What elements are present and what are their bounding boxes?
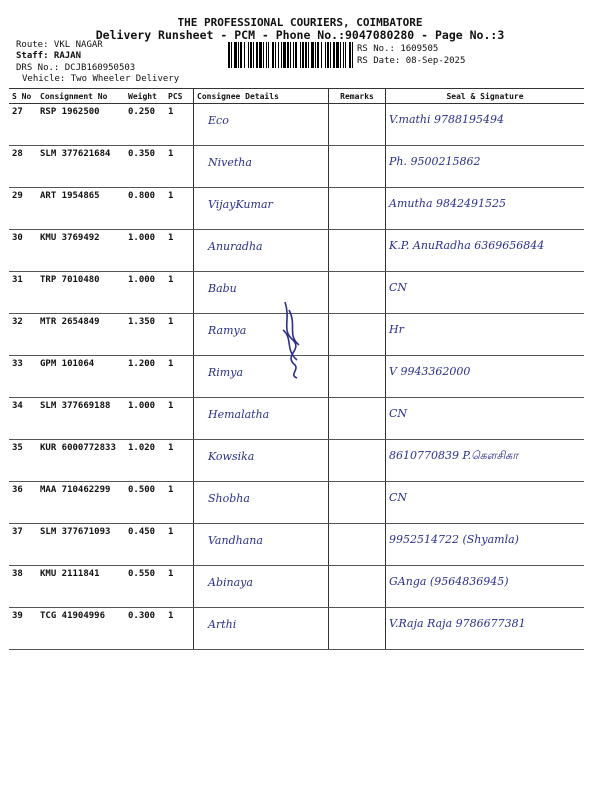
row-consignee: [194, 188, 329, 230]
row-weight: 1.000: [125, 272, 165, 314]
row-weight: 0.250: [125, 104, 165, 146]
row-pcs: 1: [165, 482, 194, 524]
row-sno: 28: [9, 146, 37, 188]
rs-date: RS Date: 08-Sep-2025: [357, 56, 466, 66]
row-consignment-no: SLM 377621684: [37, 146, 125, 188]
handwritten-name: Arthi: [208, 618, 237, 631]
row-remarks: [329, 524, 386, 566]
row-consignment-no: GPM 101064: [37, 356, 125, 398]
row-pcs: 1: [165, 188, 194, 230]
row-sno: 34: [9, 398, 37, 440]
row-weight: 0.300: [125, 608, 165, 650]
col-consignee: Consignee Details: [194, 89, 329, 104]
table-row: [9, 146, 584, 188]
handwritten-signature: V 9943362000: [389, 365, 471, 378]
barcode-bar: [253, 42, 254, 68]
handwritten-signature: 9952514722 (Shyamla): [389, 533, 519, 546]
row-signature: [386, 608, 585, 650]
row-pcs: 1: [165, 314, 194, 356]
handwritten-name: Kowsika: [208, 450, 255, 463]
table-row: [9, 230, 584, 272]
barcode-bar: [272, 42, 274, 68]
row-weight: 0.550: [125, 566, 165, 608]
table-row: [9, 608, 584, 650]
row-pcs: 1: [165, 272, 194, 314]
row-consignment-no: TRP 7010480: [37, 272, 125, 314]
row-sno: 27: [9, 104, 37, 146]
handwritten-signature: Amutha 9842491525: [389, 197, 507, 210]
row-sno: 30: [9, 230, 37, 272]
row-sno: 32: [9, 314, 37, 356]
barcode-bar: [317, 42, 319, 68]
handwritten-name: Eco: [208, 114, 229, 127]
table-header-row: [9, 89, 584, 104]
barcode-image: [228, 42, 354, 68]
barcode-bar: [234, 42, 237, 68]
row-pcs: 1: [165, 104, 194, 146]
barcode-bar: [283, 42, 286, 68]
barcode-bar: [266, 42, 267, 68]
row-signature: [386, 356, 585, 398]
row-sno: 38: [9, 566, 37, 608]
barcode-bar: [302, 42, 304, 68]
row-pcs: 1: [165, 146, 194, 188]
row-remarks: [329, 188, 386, 230]
row-remarks: [329, 146, 386, 188]
row-consignment-no: KMU 3769492: [37, 230, 125, 272]
barcode-bar: [336, 42, 339, 68]
row-remarks: [329, 356, 386, 398]
barcode-bar: [248, 42, 249, 68]
row-pcs: 1: [165, 230, 194, 272]
route-label: Route: VKL NAGAR: [16, 40, 103, 50]
row-signature: [386, 230, 585, 272]
handwritten-name: VijayKumar: [208, 198, 273, 211]
row-remarks: [329, 482, 386, 524]
row-consignment-no: KUR 6000772833: [37, 440, 125, 482]
barcode-bar: [228, 42, 230, 68]
table-row: [9, 524, 584, 566]
handwritten-name: Rimya: [208, 366, 244, 379]
row-pcs: 1: [165, 608, 194, 650]
row-remarks: [329, 272, 386, 314]
row-consignee: [194, 356, 329, 398]
row-consignee: [194, 314, 329, 356]
row-remarks: [329, 398, 386, 440]
handwritten-signature: K.P. AnuRadha 6369656844: [389, 239, 545, 252]
row-pcs: 1: [165, 566, 194, 608]
row-weight: 0.800: [125, 188, 165, 230]
runsheet-subtitle: Delivery Runsheet - PCM - Phone No.:9047080280 - Page No.:3: [95, 28, 505, 42]
barcode-bar: [340, 42, 341, 68]
row-sno: 35: [9, 440, 37, 482]
row-consignee: [194, 524, 329, 566]
row-pcs: 1: [165, 440, 194, 482]
barcode-bar: [256, 42, 258, 68]
vehicle-label: Vehicle: Two Wheeler Delivery: [22, 74, 180, 84]
col-pcs: PCS: [165, 89, 194, 104]
drs-label: DRS No.: DCJB160950503: [16, 63, 136, 73]
rs-number: RS No.: 1609505: [357, 44, 439, 54]
col-sno: S No: [9, 89, 37, 104]
col-consignment: Consignment No: [37, 89, 125, 104]
handwritten-signature: GAnga (9564836945): [389, 575, 509, 588]
table-row: [9, 188, 584, 230]
table-row: [9, 398, 584, 440]
barcode-bar: [311, 42, 314, 68]
row-consignment-no: KMU 2111841: [37, 566, 125, 608]
row-consignee: [194, 566, 329, 608]
barcode-bar: [325, 42, 326, 68]
staff-label: Staff: RAJAN: [16, 51, 82, 61]
row-pcs: 1: [165, 398, 194, 440]
barcode-bar: [330, 42, 331, 68]
barcode-bar: [268, 42, 269, 68]
handwritten-name: Vandhana: [208, 534, 263, 547]
row-sno: 33: [9, 356, 37, 398]
barcode-bar: [281, 42, 282, 68]
barcode-bar: [263, 42, 264, 68]
row-weight: 1.000: [125, 230, 165, 272]
row-weight: 0.350: [125, 146, 165, 188]
row-signature: [386, 146, 585, 188]
handwritten-signature: CN: [389, 281, 408, 294]
barcode-bar: [293, 42, 294, 68]
row-signature: [386, 524, 585, 566]
row-weight: 0.500: [125, 482, 165, 524]
row-sno: 36: [9, 482, 37, 524]
handwritten-signature: Ph. 9500215862: [389, 155, 481, 168]
col-signature: Seal & Signature: [386, 89, 585, 104]
row-consignee: [194, 104, 329, 146]
row-signature: [386, 272, 585, 314]
barcode-bar: [287, 42, 289, 68]
row-weight: 1.350: [125, 314, 165, 356]
row-consignment-no: ART 1954865: [37, 188, 125, 230]
handwritten-signature: V.mathi 9788195494: [389, 113, 505, 126]
row-weight: 1.020: [125, 440, 165, 482]
handwritten-name: Abinaya: [208, 576, 253, 589]
barcode-bar: [275, 42, 276, 68]
table-row: [9, 440, 584, 482]
row-signature: [386, 104, 585, 146]
handwritten-signature: CN: [389, 491, 408, 504]
barcode-bar: [327, 42, 329, 68]
barcode-bar: [321, 42, 322, 68]
row-consignment-no: MAA 710462299: [37, 482, 125, 524]
row-signature: [386, 482, 585, 524]
row-weight: 1.200: [125, 356, 165, 398]
row-signature: [386, 440, 585, 482]
row-remarks: [329, 230, 386, 272]
barcode-bar: [315, 42, 316, 68]
table-row: [9, 482, 584, 524]
barcode-bar: [290, 42, 291, 68]
barcode-bar: [259, 42, 262, 68]
barcode-bar: [295, 42, 297, 68]
barcode-bar: [244, 42, 245, 68]
barcode-bar: [278, 42, 279, 68]
barcode-bar: [345, 42, 346, 68]
row-signature: [386, 188, 585, 230]
row-consignee: [194, 272, 329, 314]
row-signature: [386, 566, 585, 608]
row-consignment-no: RSP 1962500: [37, 104, 125, 146]
row-consignment-no: SLM 377669188: [37, 398, 125, 440]
row-consignee: [194, 608, 329, 650]
barcode-bar: [343, 42, 344, 68]
handwritten-name: Nivetha: [208, 156, 252, 169]
barcode-bar: [305, 42, 307, 68]
row-consignment-no: TCG 41904996: [37, 608, 125, 650]
barcode-bar: [250, 42, 252, 68]
row-signature: [386, 398, 585, 440]
handwritten-signature: CN: [389, 407, 408, 420]
row-sno: 37: [9, 524, 37, 566]
table-row: [9, 104, 584, 146]
signature-scribble: [277, 300, 307, 380]
barcode-bar: [238, 42, 239, 68]
row-signature: [386, 314, 585, 356]
handwritten-name: Ramya: [208, 324, 247, 337]
row-weight: 0.450: [125, 524, 165, 566]
row-consignee: [194, 230, 329, 272]
row-pcs: 1: [165, 356, 194, 398]
barcode-bar: [240, 42, 242, 68]
row-remarks: [329, 440, 386, 482]
barcode-bar: [352, 42, 353, 68]
row-remarks: [329, 566, 386, 608]
barcode-bar: [308, 42, 309, 68]
handwritten-signature: 8610770839 P.கௌசிகா: [389, 449, 519, 462]
barcode-bar: [300, 42, 301, 68]
handwritten-name: Babu: [208, 282, 237, 295]
row-consignee: [194, 146, 329, 188]
barcode-bar: [333, 42, 335, 68]
barcode-bar: [349, 42, 351, 68]
col-weight: Weight: [125, 89, 165, 104]
table-row: [9, 566, 584, 608]
row-sno: 39: [9, 608, 37, 650]
row-sno: 31: [9, 272, 37, 314]
row-remarks: [329, 314, 386, 356]
row-consignee: [194, 482, 329, 524]
row-remarks: [329, 608, 386, 650]
row-consignment-no: MTR 2654849: [37, 314, 125, 356]
row-remarks: [329, 104, 386, 146]
handwritten-name: Shobha: [208, 492, 250, 505]
barcode-bar: [231, 42, 232, 68]
row-consignee: [194, 440, 329, 482]
handwritten-name: Anuradha: [208, 240, 263, 253]
handwritten-signature: Hr: [389, 323, 404, 336]
handwritten-name: Hemalatha: [208, 408, 270, 421]
row-sno: 29: [9, 188, 37, 230]
handwritten-signature: V.Raja Raja 9786677381: [389, 617, 526, 630]
row-weight: 1.000: [125, 398, 165, 440]
row-consignee: [194, 398, 329, 440]
company-title: THE PROFESSIONAL COURIERS, COIMBATORE: [177, 16, 423, 29]
col-remarks: Remarks: [329, 89, 386, 104]
row-consignment-no: SLM 377671093: [37, 524, 125, 566]
row-pcs: 1: [165, 524, 194, 566]
